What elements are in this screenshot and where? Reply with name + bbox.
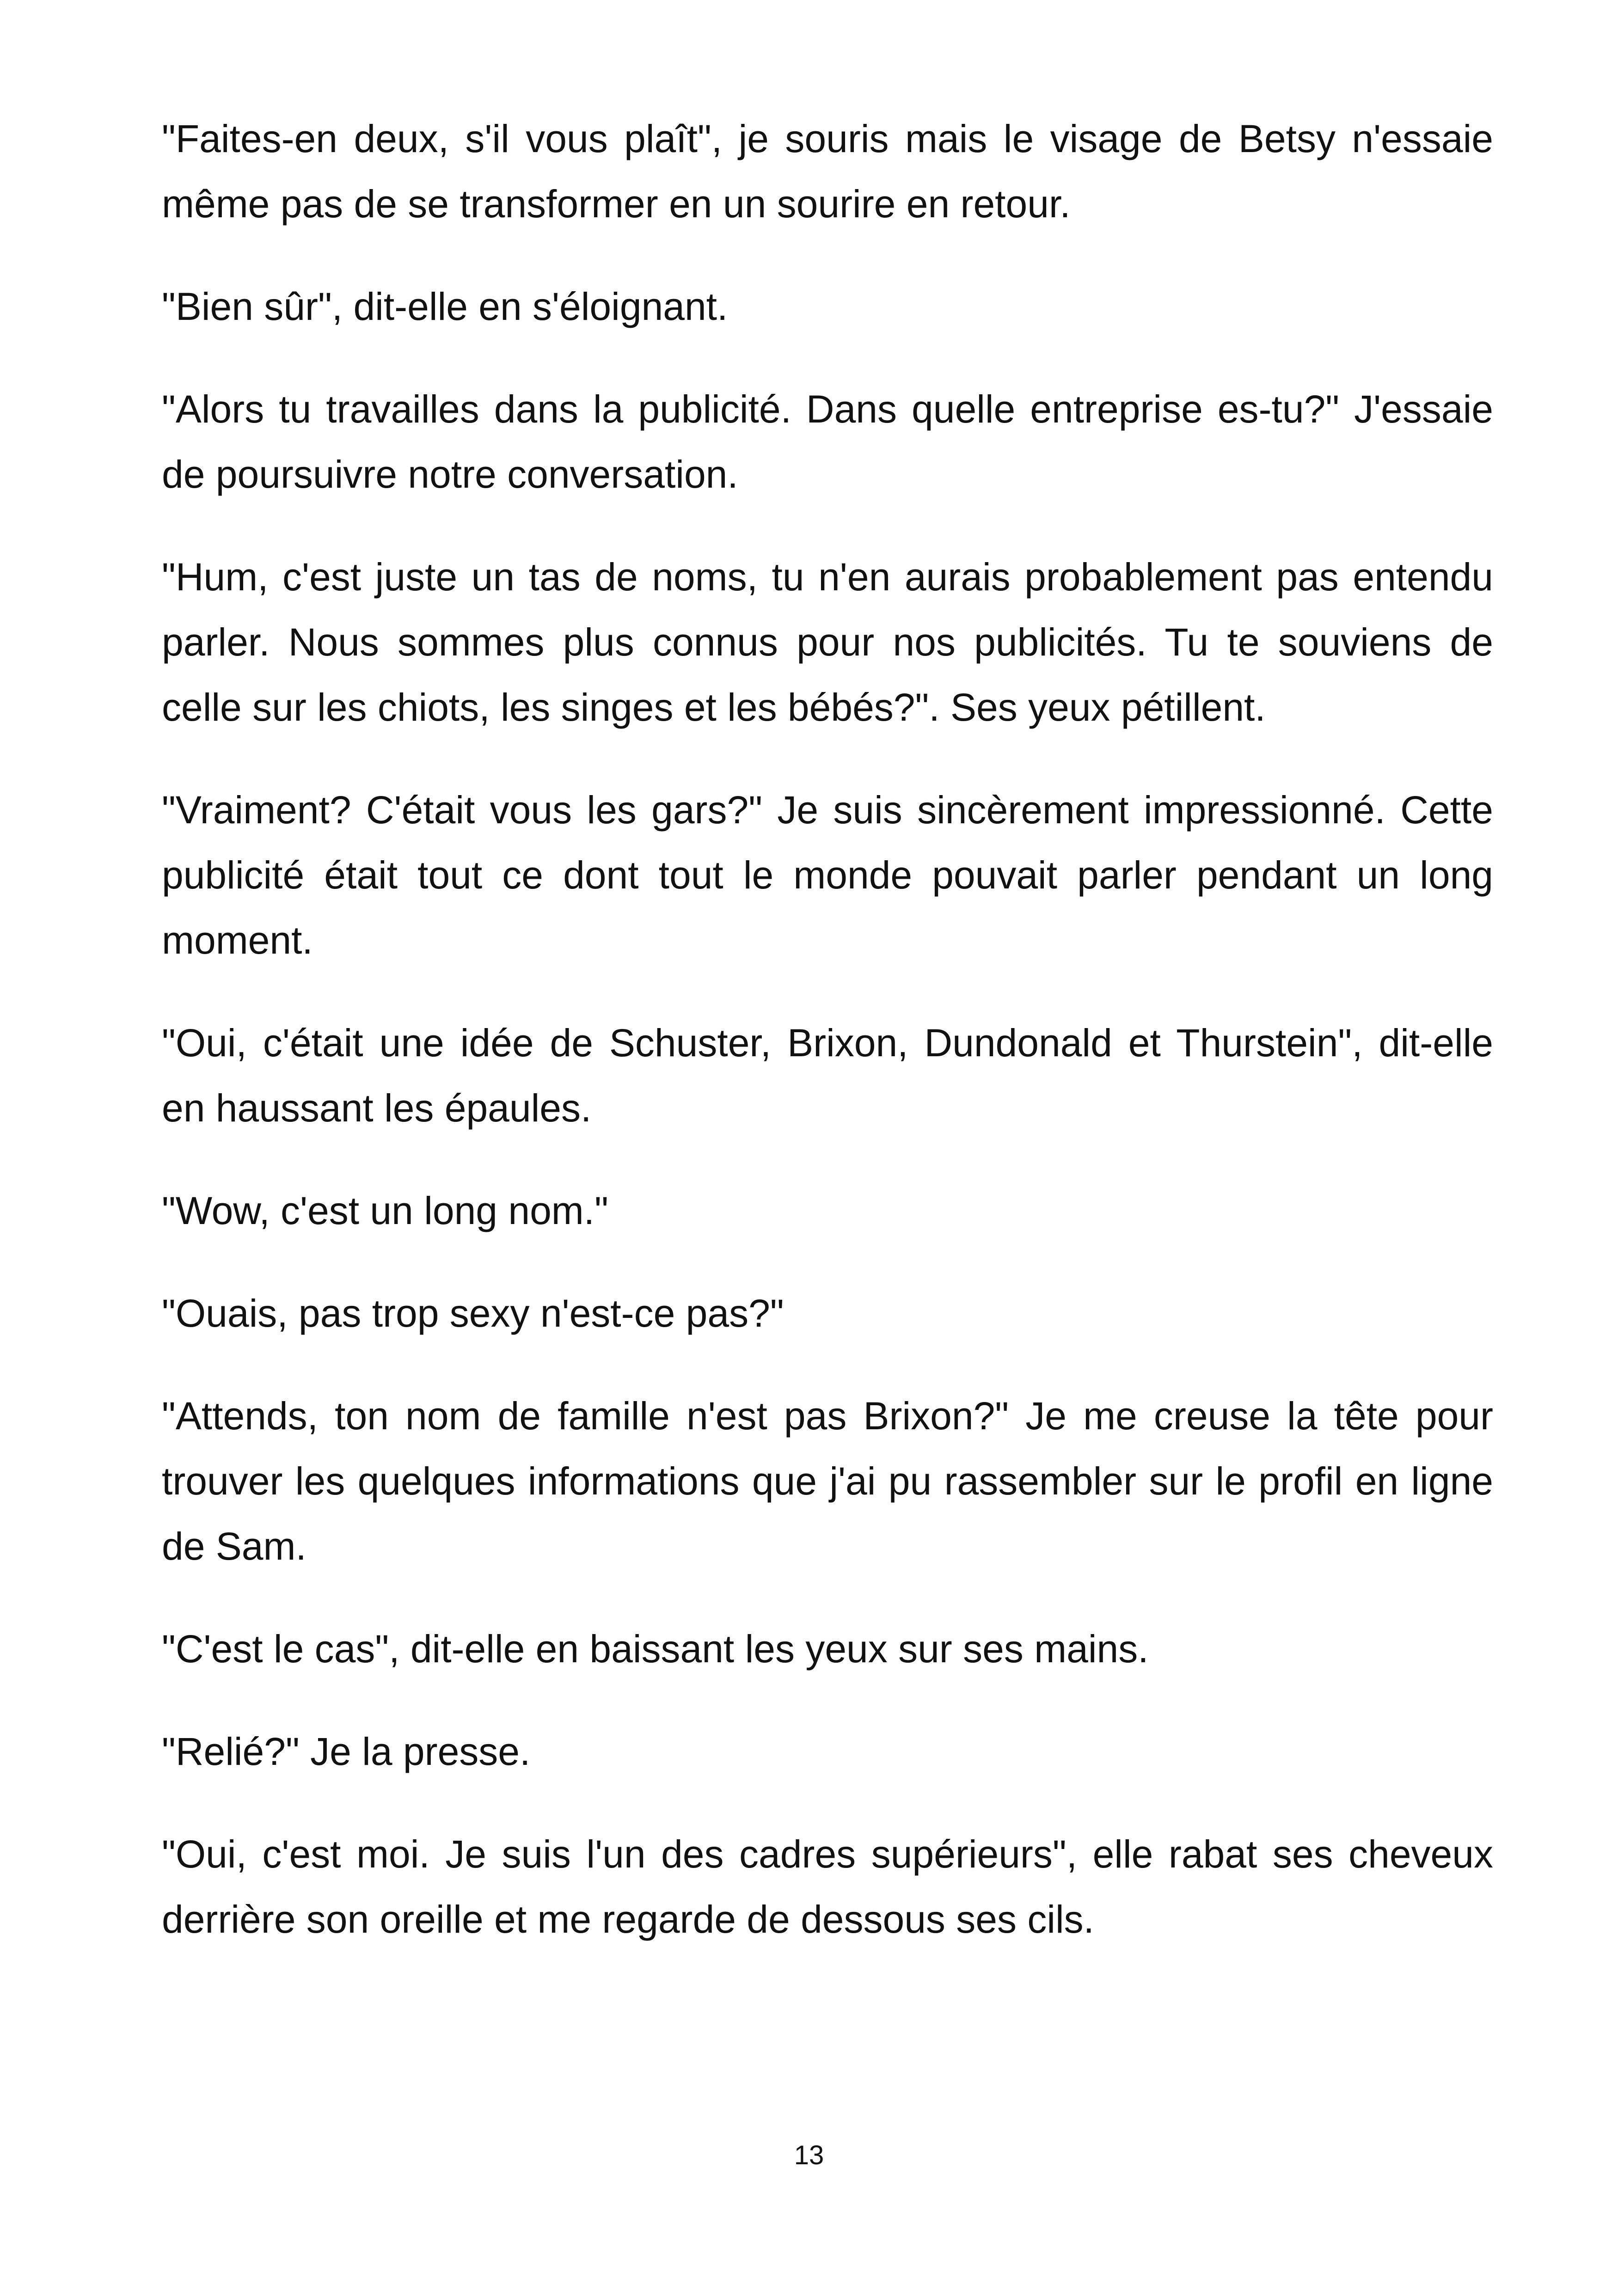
paragraph: "Vraiment? C'était vous les gars?" Je suis sincèrement impressionné. Cette publicité était tout ce dont tout le monde pouvait parler pendant un long moment. [162,788,1493,962]
paragraph: "Faites-en deux, s'il vous plaît", je souris mais le visage de Betsy n'essaie même pas de se transformer en un sourire en retour. [162,117,1493,226]
paragraph: "Oui, c'est moi. Je suis l'un des cadres supérieurs", elle rabat ses cheveux derrière son oreille et me regarde de dessous ses cils. [162,1832,1493,1941]
body-text [162,106,1493,1990]
paragraph: "Attends, ton nom de famille n'est pas Brixon?" Je me creuse la tête pour trouver les quelques informations que j'ai pu rassembler sur le profil en ligne de Sam. [162,1394,1493,1568]
paragraph: "Alors tu travailles dans la publicité. Dans quelle entreprise es-tu?" J'essaie de poursuivre notre conversation. [162,387,1493,496]
paragraph: "Oui, c'était une idée de Schuster, Brixon, Dundonald et Thurstein", dit-elle en haussant les épaules. [162,1021,1493,1130]
paragraph: "Ouais, pas trop sexy n'est-ce pas?" [162,1292,784,1335]
page-number: 13 [794,2140,824,2170]
paragraph: "Hum, c'est juste un tas de noms, tu n'en aurais probablement pas entendu parler. Nous sommes plus connus pour nos publicités. Tu te souviens de celle sur les chiots, les singes et les bébés?". Ses yeux pétillent. [162,555,1493,729]
paragraph: "C'est le cas", dit-elle en baissant les yeux sur ses mains. [162,1627,1149,1671]
paragraph: "Wow, c'est un long nom." [162,1189,608,1232]
paragraph: "Bien sûr", dit-elle en s'éloignant. [162,285,728,328]
paragraph: "Relié?" Je la presse. [162,1730,531,1773]
